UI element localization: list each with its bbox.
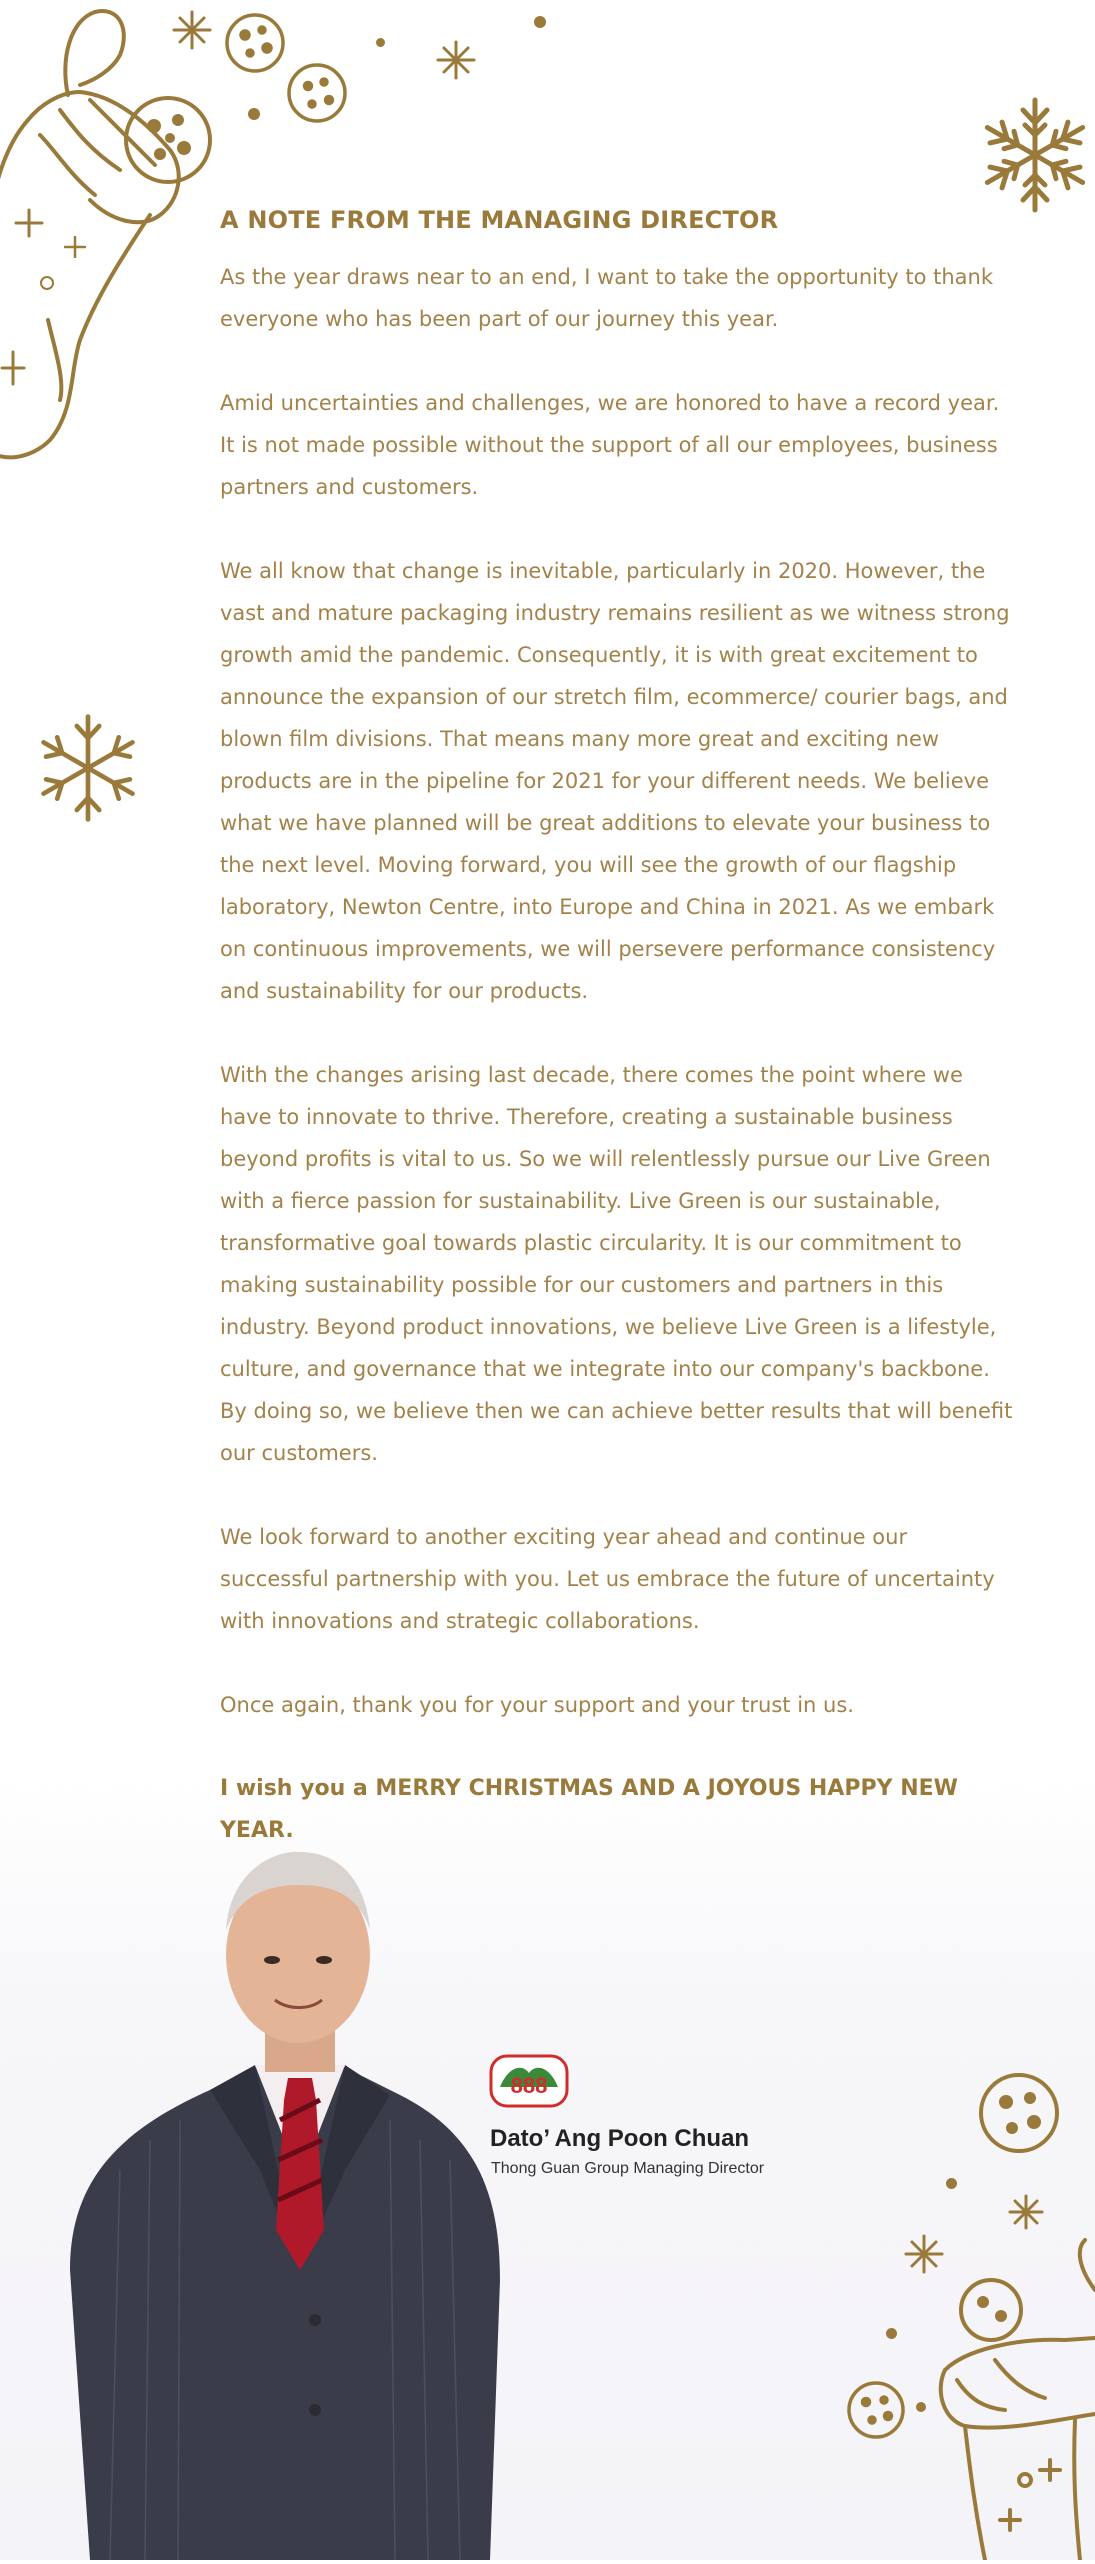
paragraph-4: With the changes arising last decade, there comes the point where we have to innovate to thrive. Therefore, creating a sustainable business beyond profits is vital to us. So we will relentlessly pursue our Live Green with a fierce passion for sustainability. Live Green is our sustainable, transformative goal towards plastic circularity. It is our commitment to making sustainability possible for our customers and partners in this industry. Beyond product innovations, we believe Live Green is a lifestyle, culture, and governance that we integrate into our company's backbone. By doing so, we believe then we can achieve better results that will benefit our customers. [220, 1063, 1013, 1465]
paragraph-3: We all know that change is inevitable, particularly in 2020. However, the vast and mature packaging industry remains resilient as we witness strong growth amid the pandemic. Consequently, it is with great excitement to announce the expansion of our stretch film, ecommerce/ courier bags, and blown film divisions. That means many more great and exciting new products are in the pipeline for 2021 for your different needs. We believe what we have planned will be great additions to elevate your business to the next level. Moving forward, you will see the growth of our flagship laboratory, Newton Centre, into Europe and China in 2021. As we embark on continuous improvements, we will persevere performance consistency and sustainability for our products. [220, 559, 1010, 1003]
paragraph-5: We look forward to another exciting year ahead and continue our successful partnership with you. Let us embrace the future of uncertainty with innovations and strategic collaborations. [220, 1525, 995, 1633]
paragraph-2: Amid uncertainties and challenges, we are honored to have a record year. It is not made possible without the support of all our employees, business partners and customers. [220, 391, 1000, 499]
logo-text: 888 [510, 2073, 548, 2098]
paragraph-6: Once again, thank you for your support and your trust in us. [220, 1693, 854, 1717]
snowflake-icon [32, 712, 144, 824]
star-icon [64, 236, 86, 258]
dot-icon [248, 108, 260, 120]
dot-icon [376, 38, 385, 47]
dot-icon [40, 276, 54, 290]
director-portrait [60, 1850, 500, 2560]
company-logo [488, 2053, 570, 2119]
signatory-name: Dato’ Ang Poon Chuan [490, 2125, 750, 2152]
cookie-icon [220, 8, 290, 78]
signatory-role: Thong Guan Group Managing Director [491, 2160, 765, 2177]
stocking-icon [925, 2170, 1095, 2560]
star-icon [172, 10, 212, 50]
star-icon [0, 350, 26, 386]
cookie-icon [120, 92, 216, 188]
dot-icon [534, 16, 546, 28]
snowflake-icon [975, 95, 1095, 215]
dot-icon [886, 2328, 897, 2339]
cookie-icon [976, 2070, 1062, 2156]
letter-body [220, 198, 1020, 1852]
closing-greeting: I wish you a MERRY CHRISTMAS AND A JOYOUS HAPPY NEW YEAR. [220, 1776, 958, 1843]
page-title: A NOTE FROM THE MANAGING DIRECTOR [220, 206, 779, 234]
star-icon [14, 208, 44, 238]
cookie-icon [284, 60, 350, 126]
cookie-icon [844, 2378, 908, 2442]
paragraph-1: As the year draws near to an end, I want to take the opportunity to thank everyone who has been part of our journey this year. [220, 265, 993, 331]
star-icon [436, 40, 476, 80]
